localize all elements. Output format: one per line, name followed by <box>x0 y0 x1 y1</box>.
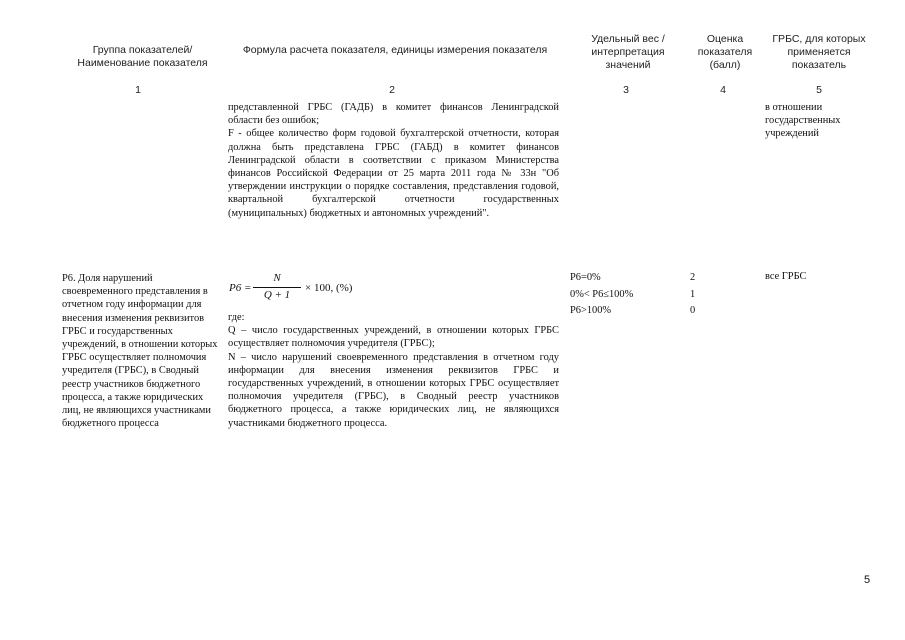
column-number-4: 4 <box>720 84 726 96</box>
formula-fraction <box>253 272 301 301</box>
indicator-p6-scores <box>690 270 710 320</box>
indicator-p6-interpretation <box>570 270 680 320</box>
formula-fraction-bar <box>253 287 301 288</box>
formula-where: где: <box>228 312 245 323</box>
header-col4: Оценка показателя (балл) <box>697 33 753 71</box>
interpretation-line-2: 0%< Р6≤100% <box>570 288 634 300</box>
page-number: 5 <box>864 574 871 586</box>
indicator-p6-name: Р6. Доля нарушений своевременного представления в отчетном году информации для внесения изменения реквизитов ГРБС и государственных учреждений, в отношении которых ГРБС осуществляет полномочия учредителя (ГРБС), в Сводный реестр участников бюджетного процесса, а также юридических лиц, не являющихся участниками бюджетного процесса <box>62 273 218 430</box>
header-col1: Группа показателей/ Наименование показателя <box>77 44 208 69</box>
header-col2: Формула расчета показателя, единицы измерения показателя <box>242 44 548 56</box>
indicator-p6-formula <box>229 272 429 308</box>
column-number-5: 5 <box>816 84 822 96</box>
continuation-line-1: представленной ГРБС (ГАДБ) в комитет финансов Ленинградской области без ошибок; <box>228 102 559 127</box>
column-number-2: 2 <box>389 84 395 96</box>
indicator-p6-definitions <box>228 311 559 430</box>
score-2: 1 <box>690 288 696 300</box>
definition-n: N – число нарушений своевременного представления в отчетном году информации для внесения изменения реквизитов ГРБС и государственных учреждений, в отношении которых ГРБС осуществляет полномочия учредителя (ГРБС), в Сводный реестр участников бюджетного процесса, а также юридических лиц, не являющихся участниками бюджетного процесса. <box>228 351 559 429</box>
continuation-applies-to: в отношении государственных учреждений <box>765 102 841 140</box>
continuation-formula-text <box>228 101 559 220</box>
interpretation-line-3: Р6>100% <box>570 305 612 316</box>
score-3: 0 <box>690 305 696 316</box>
definition-q: Q – число государственных учреждений, в отношении которых ГРБС осуществляет полномочия учредителя (ГРБС); <box>228 325 559 350</box>
continuation-line-2: F - общее количество форм годовой бухгалтерской отчетности, которая должна быть представлена ГРБС (ГАБД) в комитет финансов Ленинградской области в соответствии с приказом Министерства финансов Российской Федерации от 25 марта 2011 года № 33н "Об утверждении инструкции о порядке составления, представления годовой, квартальной бухгалтерской отчетности государственных (муниципальных) бюджетных и автономных учреждений". <box>228 128 559 219</box>
header-col3: Удельный вес / интерпретация значений <box>591 33 665 71</box>
column-number-3: 3 <box>623 84 629 96</box>
header-col5: ГРБС, для которых применяется показатель <box>772 33 866 71</box>
indicator-p6-applies-to: все ГРБС <box>765 271 807 282</box>
formula-rhs: × 100, (%) <box>305 282 353 294</box>
formula-lhs: P6 = <box>229 282 252 294</box>
column-number-1: 1 <box>135 84 141 96</box>
score-1: 2 <box>690 272 696 283</box>
formula-numerator: N <box>273 272 281 284</box>
interpretation-line-1: Р6=0% <box>570 272 601 283</box>
formula-denominator: Q + 1 <box>263 289 291 301</box>
